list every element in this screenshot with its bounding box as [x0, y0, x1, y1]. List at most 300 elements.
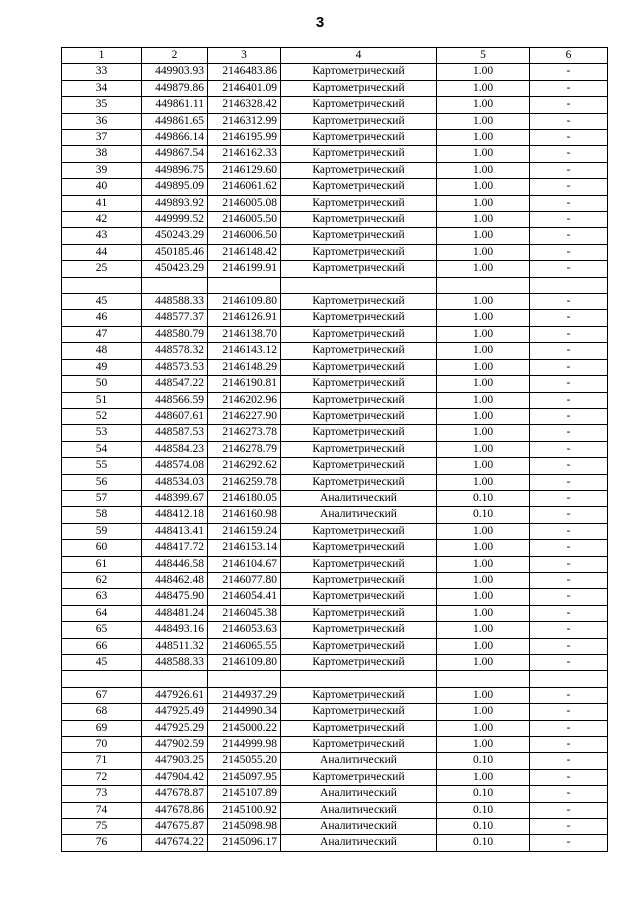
note-cell: -	[530, 425, 608, 441]
column-header: 2	[142, 48, 208, 64]
method-cell: Аналитический	[281, 802, 437, 818]
x-coordinate-cell: 450243.29	[142, 228, 208, 244]
x-coordinate-cell: 448580.79	[142, 326, 208, 342]
table-header-row	[62, 48, 608, 64]
note-cell: -	[530, 97, 608, 113]
table-row	[62, 228, 608, 244]
column-header: 1	[62, 48, 142, 64]
point-number-cell: 25	[62, 261, 142, 277]
accuracy-cell: 1.00	[437, 130, 530, 146]
y-coordinate-cell: 2145100.92	[208, 802, 281, 818]
method-cell: Картометрический	[281, 64, 437, 80]
x-coordinate-cell: 447674.22	[142, 835, 208, 851]
x-coordinate-cell: 447926.61	[142, 687, 208, 703]
point-number-cell: 46	[62, 310, 142, 326]
table-row	[62, 540, 608, 556]
y-coordinate-cell: 2146292.62	[208, 458, 281, 474]
accuracy-cell: 1.00	[437, 556, 530, 572]
table-row	[62, 589, 608, 605]
accuracy-cell: 1.00	[437, 179, 530, 195]
table-row	[62, 819, 608, 835]
y-coordinate-cell: 2146199.91	[208, 261, 281, 277]
table-row	[62, 753, 608, 769]
x-coordinate-cell: 450423.29	[142, 261, 208, 277]
x-coordinate-cell: 447925.29	[142, 720, 208, 736]
accuracy-cell: 0.10	[437, 802, 530, 818]
accuracy-cell: 1.00	[437, 737, 530, 753]
accuracy-cell: 1.00	[437, 392, 530, 408]
x-coordinate-cell: 448534.03	[142, 474, 208, 490]
x-coordinate-cell: 450185.46	[142, 244, 208, 260]
method-cell: Аналитический	[281, 490, 437, 506]
table-row	[62, 720, 608, 736]
accuracy-cell: 1.00	[437, 294, 530, 310]
point-number-cell: 41	[62, 195, 142, 211]
table-row	[62, 113, 608, 129]
note-cell: -	[530, 753, 608, 769]
accuracy-cell: 1.00	[437, 523, 530, 539]
method-cell: Аналитический	[281, 835, 437, 851]
method-cell: Картометрический	[281, 359, 437, 375]
method-cell: Картометрический	[281, 737, 437, 753]
accuracy-cell: 1.00	[437, 261, 530, 277]
table-row	[62, 277, 608, 293]
y-coordinate-cell: 2146054.41	[208, 589, 281, 605]
point-number-cell: 34	[62, 80, 142, 96]
x-coordinate-cell: 448587.53	[142, 425, 208, 441]
table-row	[62, 638, 608, 654]
accuracy-cell: 1.00	[437, 704, 530, 720]
table-row	[62, 162, 608, 178]
accuracy-cell: 1.00	[437, 376, 530, 392]
table-row	[62, 769, 608, 785]
table-row	[62, 441, 608, 457]
accuracy-cell: 1.00	[437, 228, 530, 244]
table-row	[62, 622, 608, 638]
method-cell: Картометрический	[281, 655, 437, 671]
point-number-cell: 71	[62, 753, 142, 769]
x-coordinate-cell	[142, 277, 208, 293]
x-coordinate-cell: 447678.86	[142, 802, 208, 818]
point-number-cell: 61	[62, 556, 142, 572]
point-number-cell: 49	[62, 359, 142, 375]
method-cell: Картометрический	[281, 244, 437, 260]
y-coordinate-cell: 2146065.55	[208, 638, 281, 654]
x-coordinate-cell: 448475.90	[142, 589, 208, 605]
method-cell: Картометрический	[281, 687, 437, 703]
y-coordinate-cell	[208, 671, 281, 687]
x-coordinate-cell: 448588.33	[142, 655, 208, 671]
note-cell: -	[530, 130, 608, 146]
table-row	[62, 835, 608, 851]
x-coordinate-cell: 448584.23	[142, 441, 208, 457]
accuracy-cell: 1.00	[437, 195, 530, 211]
note-cell: -	[530, 441, 608, 457]
note-cell: -	[530, 819, 608, 835]
point-number-cell: 53	[62, 425, 142, 441]
note-cell: -	[530, 769, 608, 785]
table-row	[62, 671, 608, 687]
method-cell: Картометрический	[281, 376, 437, 392]
method-cell: Картометрический	[281, 704, 437, 720]
x-coordinate-cell: 449861.11	[142, 97, 208, 113]
note-cell: -	[530, 589, 608, 605]
point-number-cell: 59	[62, 523, 142, 539]
accuracy-cell: 1.00	[437, 146, 530, 162]
accuracy-cell: 1.00	[437, 638, 530, 654]
accuracy-cell: 1.00	[437, 64, 530, 80]
note-cell: -	[530, 605, 608, 621]
point-number-cell: 48	[62, 343, 142, 359]
method-cell: Картометрический	[281, 556, 437, 572]
x-coordinate-cell: 447675.87	[142, 819, 208, 835]
accuracy-cell: 0.10	[437, 507, 530, 523]
y-coordinate-cell: 2146148.29	[208, 359, 281, 375]
note-cell: -	[530, 474, 608, 490]
coordinates-table	[61, 47, 608, 852]
x-coordinate-cell: 447902.59	[142, 737, 208, 753]
point-number-cell: 47	[62, 326, 142, 342]
table-row	[62, 507, 608, 523]
point-number-cell: 37	[62, 130, 142, 146]
x-coordinate-cell: 448578.32	[142, 343, 208, 359]
accuracy-cell: 1.00	[437, 441, 530, 457]
x-coordinate-cell: 448462.48	[142, 572, 208, 588]
method-cell	[281, 671, 437, 687]
note-cell: -	[530, 228, 608, 244]
method-cell: Картометрический	[281, 572, 437, 588]
point-number-cell: 72	[62, 769, 142, 785]
method-cell: Картометрический	[281, 392, 437, 408]
point-number-cell: 62	[62, 572, 142, 588]
point-number-cell: 39	[62, 162, 142, 178]
table-body	[62, 64, 608, 851]
point-number-cell: 33	[62, 64, 142, 80]
method-cell: Картометрический	[281, 261, 437, 277]
table-row	[62, 359, 608, 375]
accuracy-cell: 1.00	[437, 310, 530, 326]
method-cell: Картометрический	[281, 540, 437, 556]
note-cell: -	[530, 720, 608, 736]
accuracy-cell: 0.10	[437, 490, 530, 506]
table-row	[62, 425, 608, 441]
method-cell: Картометрический	[281, 441, 437, 457]
x-coordinate-cell: 448481.24	[142, 605, 208, 621]
note-cell: -	[530, 458, 608, 474]
y-coordinate-cell: 2146143.12	[208, 343, 281, 359]
x-coordinate-cell: 447903.25	[142, 753, 208, 769]
method-cell: Картометрический	[281, 523, 437, 539]
accuracy-cell: 1.00	[437, 622, 530, 638]
y-coordinate-cell: 2146126.91	[208, 310, 281, 326]
x-coordinate-cell: 447904.42	[142, 769, 208, 785]
x-coordinate-cell: 448588.33	[142, 294, 208, 310]
x-coordinate-cell: 448399.67	[142, 490, 208, 506]
table-row	[62, 97, 608, 113]
note-cell: -	[530, 556, 608, 572]
y-coordinate-cell: 2146162.33	[208, 146, 281, 162]
y-coordinate-cell: 2146006.50	[208, 228, 281, 244]
accuracy-cell: 1.00	[437, 425, 530, 441]
y-coordinate-cell: 2146005.08	[208, 195, 281, 211]
point-number-cell: 69	[62, 720, 142, 736]
note-cell: -	[530, 376, 608, 392]
point-number-cell: 56	[62, 474, 142, 490]
point-number-cell: 58	[62, 507, 142, 523]
table-row	[62, 786, 608, 802]
note-cell: -	[530, 162, 608, 178]
table-row	[62, 64, 608, 80]
table-row	[62, 474, 608, 490]
note-cell: -	[530, 212, 608, 228]
table-row	[62, 212, 608, 228]
point-number-cell: 54	[62, 441, 142, 457]
note-cell: -	[530, 392, 608, 408]
y-coordinate-cell: 2146273.78	[208, 425, 281, 441]
point-number-cell: 45	[62, 294, 142, 310]
table-row	[62, 737, 608, 753]
x-coordinate-cell: 448413.41	[142, 523, 208, 539]
note-cell	[530, 277, 608, 293]
table-row	[62, 179, 608, 195]
method-cell: Картометрический	[281, 80, 437, 96]
point-number-cell: 43	[62, 228, 142, 244]
table-row	[62, 80, 608, 96]
note-cell: -	[530, 359, 608, 375]
note-cell: -	[530, 294, 608, 310]
note-cell: -	[530, 343, 608, 359]
accuracy-cell: 0.10	[437, 786, 530, 802]
point-number-cell: 52	[62, 408, 142, 424]
method-cell: Картометрический	[281, 294, 437, 310]
y-coordinate-cell: 2146160.98	[208, 507, 281, 523]
x-coordinate-cell: 449893.92	[142, 195, 208, 211]
method-cell: Картометрический	[281, 589, 437, 605]
point-number-cell: 73	[62, 786, 142, 802]
table-row	[62, 244, 608, 260]
table-row	[62, 572, 608, 588]
x-coordinate-cell: 448577.37	[142, 310, 208, 326]
y-coordinate-cell: 2145055.20	[208, 753, 281, 769]
table-row	[62, 802, 608, 818]
y-coordinate-cell: 2146328.42	[208, 97, 281, 113]
note-cell: -	[530, 146, 608, 162]
y-coordinate-cell: 2146138.70	[208, 326, 281, 342]
y-coordinate-cell: 2146278.79	[208, 441, 281, 457]
x-coordinate-cell: 448573.53	[142, 359, 208, 375]
table-row	[62, 310, 608, 326]
method-cell: Аналитический	[281, 786, 437, 802]
y-coordinate-cell: 2146227.90	[208, 408, 281, 424]
point-number-cell: 60	[62, 540, 142, 556]
y-coordinate-cell: 2146483.86	[208, 64, 281, 80]
note-cell: -	[530, 622, 608, 638]
accuracy-cell: 1.00	[437, 359, 530, 375]
table-row	[62, 130, 608, 146]
y-coordinate-cell: 2146153.14	[208, 540, 281, 556]
y-coordinate-cell: 2144937.29	[208, 687, 281, 703]
x-coordinate-cell: 448574.08	[142, 458, 208, 474]
method-cell: Картометрический	[281, 228, 437, 244]
x-coordinate-cell: 449903.93	[142, 64, 208, 80]
x-coordinate-cell: 448607.61	[142, 408, 208, 424]
method-cell: Картометрический	[281, 310, 437, 326]
column-header: 3	[208, 48, 281, 64]
note-cell: -	[530, 655, 608, 671]
method-cell: Картометрический	[281, 425, 437, 441]
accuracy-cell: 1.00	[437, 769, 530, 785]
y-coordinate-cell	[208, 277, 281, 293]
accuracy-cell: 0.10	[437, 753, 530, 769]
column-header: 4	[281, 48, 437, 64]
table-row	[62, 687, 608, 703]
x-coordinate-cell: 449896.75	[142, 162, 208, 178]
table-row	[62, 195, 608, 211]
note-cell: -	[530, 835, 608, 851]
x-coordinate-cell: 448566.59	[142, 392, 208, 408]
table-row	[62, 392, 608, 408]
note-cell: -	[530, 704, 608, 720]
y-coordinate-cell: 2146109.80	[208, 655, 281, 671]
method-cell: Картометрический	[281, 326, 437, 342]
method-cell: Картометрический	[281, 343, 437, 359]
accuracy-cell: 1.00	[437, 605, 530, 621]
note-cell: -	[530, 244, 608, 260]
y-coordinate-cell: 2146077.80	[208, 572, 281, 588]
point-number-cell: 42	[62, 212, 142, 228]
y-coordinate-cell: 2145096.17	[208, 835, 281, 851]
note-cell: -	[530, 310, 608, 326]
x-coordinate-cell	[142, 671, 208, 687]
y-coordinate-cell: 2145107.89	[208, 786, 281, 802]
y-coordinate-cell: 2146195.99	[208, 130, 281, 146]
note-cell: -	[530, 113, 608, 129]
point-number-cell: 55	[62, 458, 142, 474]
accuracy-cell: 1.00	[437, 113, 530, 129]
note-cell: -	[530, 802, 608, 818]
y-coordinate-cell: 2145098.98	[208, 819, 281, 835]
note-cell: -	[530, 572, 608, 588]
accuracy-cell: 0.10	[437, 819, 530, 835]
accuracy-cell: 1.00	[437, 162, 530, 178]
table-row	[62, 326, 608, 342]
accuracy-cell: 1.00	[437, 572, 530, 588]
method-cell: Картометрический	[281, 179, 437, 195]
point-number-cell: 50	[62, 376, 142, 392]
note-cell: -	[530, 737, 608, 753]
accuracy-cell: 1.00	[437, 326, 530, 342]
table-row	[62, 408, 608, 424]
x-coordinate-cell: 449895.09	[142, 179, 208, 195]
accuracy-cell: 1.00	[437, 540, 530, 556]
point-number-cell: 51	[62, 392, 142, 408]
method-cell: Картометрический	[281, 146, 437, 162]
point-number-cell: 40	[62, 179, 142, 195]
accuracy-cell: 1.00	[437, 343, 530, 359]
method-cell: Аналитический	[281, 753, 437, 769]
table-row	[62, 458, 608, 474]
accuracy-cell: 1.00	[437, 80, 530, 96]
point-number-cell: 75	[62, 819, 142, 835]
note-cell: -	[530, 507, 608, 523]
method-cell: Картометрический	[281, 130, 437, 146]
x-coordinate-cell: 448493.16	[142, 622, 208, 638]
y-coordinate-cell: 2146129.60	[208, 162, 281, 178]
point-number-cell: 67	[62, 687, 142, 703]
accuracy-cell: 1.00	[437, 408, 530, 424]
point-number-cell: 76	[62, 835, 142, 851]
point-number-cell: 35	[62, 97, 142, 113]
column-header: 6	[530, 48, 608, 64]
point-number-cell: 65	[62, 622, 142, 638]
x-coordinate-cell: 448412.18	[142, 507, 208, 523]
y-coordinate-cell: 2145000.22	[208, 720, 281, 736]
method-cell: Картометрический	[281, 408, 437, 424]
table-row	[62, 605, 608, 621]
column-header: 5	[437, 48, 530, 64]
note-cell	[530, 671, 608, 687]
y-coordinate-cell: 2146104.67	[208, 556, 281, 572]
y-coordinate-cell: 2145097.95	[208, 769, 281, 785]
method-cell: Картометрический	[281, 638, 437, 654]
accuracy-cell: 1.00	[437, 655, 530, 671]
method-cell	[281, 277, 437, 293]
method-cell: Картометрический	[281, 769, 437, 785]
y-coordinate-cell: 2146045.38	[208, 605, 281, 621]
point-number-cell: 64	[62, 605, 142, 621]
table-row	[62, 704, 608, 720]
method-cell: Аналитический	[281, 507, 437, 523]
y-coordinate-cell: 2146401.09	[208, 80, 281, 96]
x-coordinate-cell: 449999.52	[142, 212, 208, 228]
x-coordinate-cell: 448547.22	[142, 376, 208, 392]
method-cell: Картометрический	[281, 622, 437, 638]
table-row	[62, 556, 608, 572]
method-cell: Картометрический	[281, 720, 437, 736]
method-cell: Аналитический	[281, 819, 437, 835]
accuracy-cell: 1.00	[437, 720, 530, 736]
note-cell: -	[530, 179, 608, 195]
point-number-cell: 38	[62, 146, 142, 162]
table-row	[62, 294, 608, 310]
method-cell: Картометрический	[281, 474, 437, 490]
point-number-cell: 70	[62, 737, 142, 753]
accuracy-cell: 1.00	[437, 474, 530, 490]
method-cell: Картометрический	[281, 97, 437, 113]
x-coordinate-cell: 448511.32	[142, 638, 208, 654]
y-coordinate-cell: 2146190.81	[208, 376, 281, 392]
method-cell: Картометрический	[281, 162, 437, 178]
y-coordinate-cell: 2146061.62	[208, 179, 281, 195]
note-cell: -	[530, 64, 608, 80]
point-number-cell: 45	[62, 655, 142, 671]
method-cell: Картометрический	[281, 195, 437, 211]
note-cell: -	[530, 687, 608, 703]
y-coordinate-cell: 2146053.63	[208, 622, 281, 638]
table-row	[62, 523, 608, 539]
y-coordinate-cell: 2144990.34	[208, 704, 281, 720]
point-number-cell: 66	[62, 638, 142, 654]
note-cell: -	[530, 326, 608, 342]
point-number-cell: 36	[62, 113, 142, 129]
table-row	[62, 146, 608, 162]
method-cell: Картометрический	[281, 458, 437, 474]
table-row	[62, 655, 608, 671]
point-number-cell: 68	[62, 704, 142, 720]
x-coordinate-cell: 447925.49	[142, 704, 208, 720]
note-cell: -	[530, 80, 608, 96]
accuracy-cell	[437, 671, 530, 687]
